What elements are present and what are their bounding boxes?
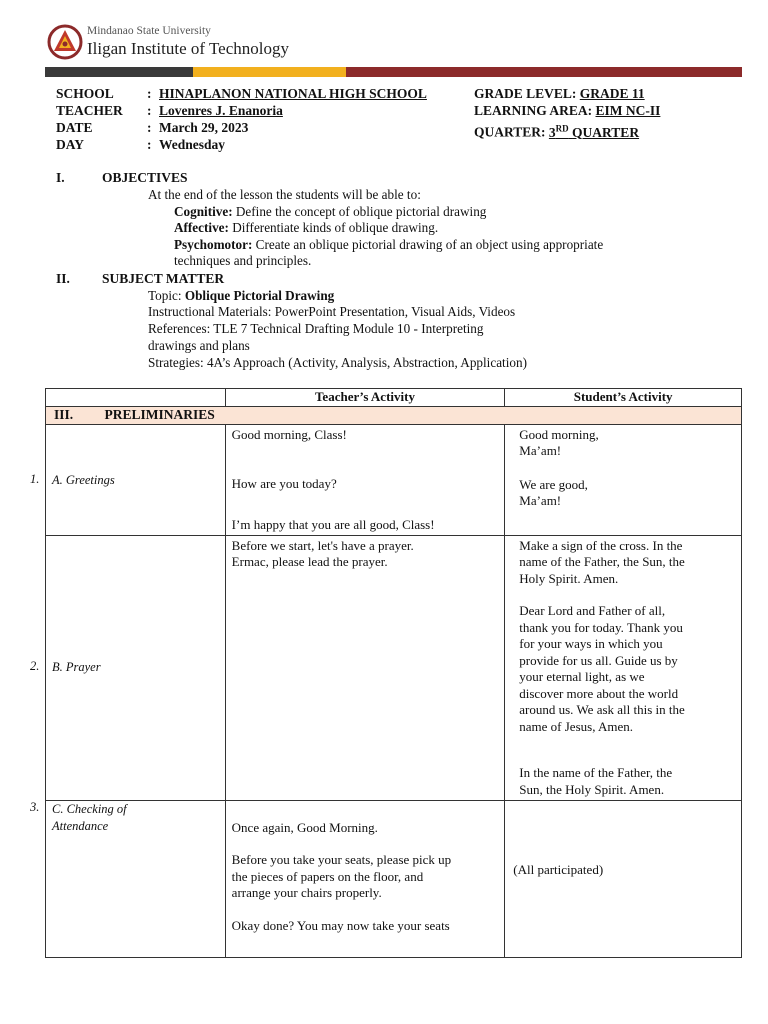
teacher-cell — [225, 800, 505, 957]
quarter-sup: RD — [555, 123, 569, 133]
row-label-cell — [46, 800, 226, 957]
teacher-line: Ermac, please lead the prayer. — [231, 554, 388, 569]
university-name: Mindanao State University — [87, 25, 211, 37]
teacher-line: Good morning, Class! — [231, 426, 347, 442]
school-colon: : — [147, 86, 152, 101]
school-value: HINAPLANON NATIONAL HIGH SCHOOL — [159, 86, 427, 101]
cognitive-label: Cognitive: — [174, 204, 233, 219]
objective-psychomotor — [174, 237, 603, 254]
materials-line: Instructional Materials: PowerPoint Presentation, Visual Aids, Videos — [148, 304, 516, 319]
preliminaries-cell — [46, 406, 742, 424]
subject-title: SUBJECT MATTER — [102, 271, 225, 286]
student-line: provide for us all. Guide us by — [519, 652, 678, 668]
student-cell — [505, 424, 742, 535]
student-line: discover more about the world — [519, 685, 679, 701]
preliminaries-title: PRELIMINARIES — [104, 406, 215, 422]
prayer-label: B. Prayer — [52, 659, 101, 674]
date-value: March 29, 2023 — [159, 120, 249, 135]
table-row — [46, 800, 742, 957]
table-row — [46, 535, 742, 800]
lesson-activity-table — [45, 388, 742, 958]
teacher-line: How are you today? — [231, 476, 337, 491]
strategies-line: Strategies: 4A’s Approach (Activity, Analysis, Abstraction, Application) — [148, 355, 527, 370]
attendance-label-cont: Attendance — [52, 818, 109, 833]
preliminaries-row — [46, 406, 742, 424]
objectives-numeral: I. — [56, 170, 65, 185]
grade-level — [474, 86, 645, 102]
table-row — [46, 424, 742, 535]
teacher-line: Before you take your seats, please pick up — [231, 852, 452, 867]
row-number: 2. — [30, 659, 40, 673]
quarter — [474, 120, 639, 141]
student-line: Good morning, — [519, 426, 599, 442]
teacher-line: Before we start, let's have a prayer. — [231, 537, 414, 553]
institution-header — [45, 22, 445, 64]
header-blank-cell — [46, 389, 226, 407]
student-line: your eternal light, as we — [519, 669, 645, 684]
school-label: SCHOOL — [56, 86, 114, 101]
learning-area — [474, 103, 660, 119]
teacher-line: arrange your chairs properly. — [231, 885, 382, 900]
university-seal-icon — [47, 24, 83, 60]
student-line: thank you for today. Thank you — [519, 619, 683, 635]
date-label: DATE — [56, 120, 93, 135]
grade-label: GRADE LEVEL: — [474, 86, 577, 101]
topic-line — [148, 288, 334, 305]
row-number: 1. — [30, 472, 40, 486]
affective-label: Affective: — [174, 220, 229, 235]
greetings-label: A. Greetings — [52, 472, 115, 487]
band-maroon — [346, 67, 742, 77]
student-line: In the name of the Father, the — [519, 765, 673, 780]
student-activity-header: Student’s Activity — [505, 389, 742, 407]
teacher-line: I’m happy that you are all good, Class! — [231, 516, 435, 532]
student-line: for your ways in which you — [519, 636, 663, 651]
quarter-value — [549, 125, 639, 140]
affective-text: Differentiate kinds of oblique drawing. — [232, 220, 439, 235]
objectives-intro: At the end of the lesson the students will be able to: — [148, 187, 421, 202]
table-header-row — [46, 389, 742, 407]
date-colon: : — [147, 120, 152, 135]
references-line-cont: drawings and plans — [148, 338, 250, 353]
institute-name: Iligan Institute of Technology — [87, 39, 289, 58]
attendance-label: C. Checking of — [52, 801, 127, 816]
cognitive-text: Define the concept of oblique pictorial drawing — [235, 204, 487, 219]
grade-value: GRADE 11 — [579, 86, 645, 101]
teacher-line: Okay done? You may now take your seats — [231, 917, 450, 933]
student-cell — [505, 800, 742, 957]
topic-value: Oblique Pictorial Drawing — [184, 288, 335, 303]
band-gold — [193, 67, 346, 77]
row-label-cell — [46, 424, 226, 535]
psychomotor-text: Create an oblique pictorial drawing of an object using appropriate — [255, 237, 604, 252]
day-colon: : — [147, 137, 152, 152]
student-line: Dear Lord and Father of all, — [519, 603, 666, 618]
teacher-cell — [225, 424, 505, 535]
topic-label: Topic: — [148, 288, 182, 303]
quarter-word: QUARTER — [572, 124, 640, 140]
objective-affective — [174, 220, 438, 237]
subject-numeral: II. — [56, 271, 70, 286]
row-number: 3. — [30, 800, 40, 814]
teacher-cell — [225, 535, 505, 800]
student-line: Ma’am! — [519, 443, 562, 458]
student-line: name of Jesus, Amen. — [519, 718, 633, 734]
quarter-label: QUARTER: — [474, 124, 546, 140]
band-dark — [45, 67, 193, 77]
student-line: We are good, — [519, 476, 588, 492]
student-line: Ma’am! — [519, 493, 562, 508]
teacher-label: TEACHER — [56, 103, 123, 118]
references-line: References: TLE 7 Technical Drafting Module 10 - Interpreting — [148, 321, 484, 336]
objective-cognitive — [174, 204, 486, 221]
student-line: Make a sign of the cross. In the — [519, 537, 683, 553]
student-line: (All participated) — [513, 861, 604, 877]
day-label: DAY — [56, 137, 85, 152]
teacher-line: Once again, Good Morning. — [231, 819, 378, 835]
student-line: name of the Father, the Sun, the — [519, 554, 685, 569]
teacher-activity-header: Teacher’s Activity — [225, 389, 505, 407]
student-line: Sun, the Holy Spirit. Amen. — [519, 781, 665, 797]
area-label: LEARNING AREA: — [474, 103, 593, 118]
student-line: around us. We ask all this in the — [519, 702, 685, 717]
quarter-num: 3 — [548, 124, 556, 140]
row-label-cell — [46, 535, 226, 800]
psychomotor-label: Psychomotor: — [174, 237, 253, 252]
teacher-line: the pieces of papers on the floor, and — [231, 868, 424, 884]
preliminaries-numeral: III. — [54, 406, 74, 422]
teacher-colon: : — [147, 103, 152, 118]
psychomotor-text-cont: techniques and principles. — [174, 253, 312, 268]
student-cell — [505, 535, 742, 800]
objectives-title: OBJECTIVES — [102, 170, 188, 185]
area-value: EIM NC-II — [595, 103, 661, 118]
day-value: Wednesday — [159, 137, 226, 152]
teacher-value: Lovenres J. Enanoria — [159, 103, 283, 118]
student-line: Holy Spirit. Amen. — [519, 570, 619, 586]
